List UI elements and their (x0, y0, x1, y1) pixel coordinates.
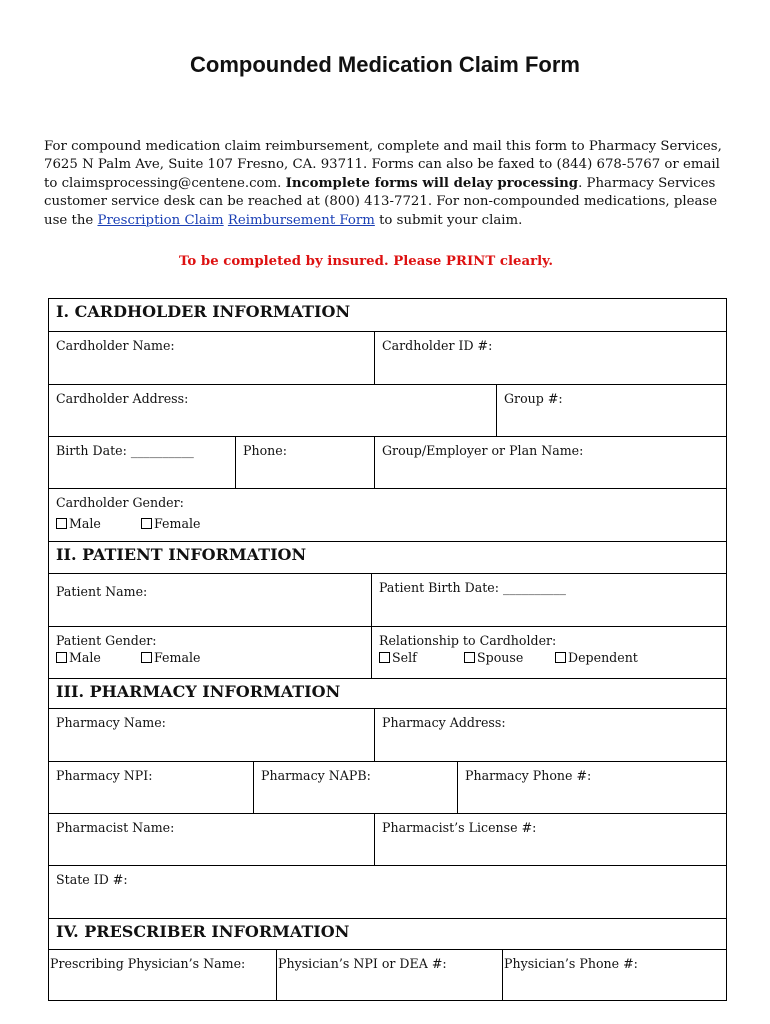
intro-bold-warning: Incomplete forms will delay processing (285, 175, 579, 191)
pharmacy-address-label: Pharmacy Address: (382, 715, 506, 730)
section-heading: III. PHARMACY INFORMATION (56, 682, 341, 701)
state-id-label: State ID #: (56, 872, 128, 887)
cardholder-gender-field (49, 489, 726, 541)
pharmacist-license-label: Pharmacist’s License #: (382, 820, 537, 835)
checkbox-icon[interactable] (379, 652, 390, 663)
pharmacy-address-field[interactable] (374, 709, 726, 761)
patient-section-header (49, 541, 726, 573)
pharmacist-name-label: Pharmacist Name: (56, 820, 175, 835)
pharmacy-phone-label: Pharmacy Phone #: (465, 768, 592, 783)
cardholder-gender-label: Cardholder Gender: (56, 495, 184, 510)
male-label: Male (69, 516, 101, 531)
birth-date-label: Birth Date: __________ (56, 443, 194, 458)
pharmacy-napb-label: Pharmacy NAPB: (261, 768, 371, 783)
claim-form-table (48, 298, 727, 1001)
phone-field[interactable] (235, 437, 374, 488)
cardholder-section-header (49, 299, 726, 331)
patient-birth-date-field[interactable] (371, 574, 726, 626)
female-label: Female (154, 516, 201, 531)
phone-label: Phone: (243, 443, 287, 458)
patient-male-option[interactable] (56, 650, 141, 665)
pharmacy-napb-field[interactable] (253, 762, 457, 813)
patient-gender-label: Patient Gender: (56, 633, 157, 648)
female-label: Female (154, 650, 201, 665)
cardholder-name-label: Cardholder Name: (56, 338, 175, 353)
intro-text-1: For compound medication claim reimbursement, complete and mail this form to Pharmacy Services, 7625 N Palm Ave, Suite 107 Fresno, CA. 93711. Forms can also be faxed to (844) 678-5767 or email to claimsprocessing@centene.com. (44, 139, 722, 191)
pharmacy-npi-label: Pharmacy NPI: (56, 768, 153, 783)
prescription-claim-link[interactable]: Prescription Claim (97, 212, 224, 228)
relationship-field (371, 627, 726, 678)
relationship-label: Relationship to Cardholder: (379, 633, 557, 648)
cardholder-id-field[interactable] (374, 332, 726, 384)
male-label: Male (69, 650, 101, 665)
self-label: Self (392, 650, 417, 665)
reimbursement-form-link[interactable]: Reimbursement Form (227, 212, 375, 228)
plan-name-label: Group/Employer or Plan Name: (382, 443, 584, 458)
cardholder-male-option[interactable] (56, 516, 141, 531)
checkbox-icon[interactable] (56, 652, 67, 663)
state-id-field[interactable] (49, 866, 726, 918)
checkbox-icon[interactable] (555, 652, 566, 663)
prescriber-section-header (49, 918, 726, 949)
patient-name-label: Patient Name: (56, 584, 148, 599)
form-title: Compounded Medication Claim Form (190, 52, 580, 77)
intro-text-3: to submit your claim. (374, 212, 523, 228)
cardholder-id-label: Cardholder ID #: (382, 338, 493, 353)
prescriber-name-field[interactable] (49, 950, 276, 1000)
pharmacy-name-field[interactable] (49, 709, 374, 761)
plan-name-field[interactable] (374, 437, 726, 488)
cardholder-address-label: Cardholder Address: (56, 391, 189, 406)
checkbox-icon[interactable] (56, 518, 67, 529)
group-number-field[interactable] (496, 385, 726, 436)
section-heading: I. CARDHOLDER INFORMATION (56, 302, 351, 321)
prescriber-npi-field[interactable] (276, 950, 502, 1000)
pharmacist-license-field[interactable] (374, 814, 726, 865)
patient-female-option[interactable] (141, 650, 200, 665)
cardholder-address-field[interactable] (49, 385, 496, 436)
self-option[interactable] (379, 650, 464, 665)
dependent-label: Dependent (568, 650, 638, 665)
cardholder-female-option[interactable] (141, 516, 200, 531)
pharmacy-npi-field[interactable] (49, 762, 253, 813)
prescriber-name-label: Prescribing Physician’s Name: (50, 956, 246, 971)
checkbox-icon[interactable] (464, 652, 475, 663)
spouse-label: Spouse (477, 650, 524, 665)
checkbox-icon[interactable] (141, 652, 152, 663)
pharmacist-name-field[interactable] (49, 814, 374, 865)
group-number-label: Group #: (504, 391, 563, 406)
print-notice: To be completed by insured. Please PRINT clearly. (179, 254, 553, 269)
patient-name-field[interactable] (49, 574, 371, 626)
prescriber-npi-label: Physician’s NPI or DEA #: (278, 956, 447, 971)
intro-text-2: . Pharmacy Services customer service desk can be reached at (800) 413-7721. For non-compounded medications, please use the (44, 175, 718, 228)
spouse-option[interactable] (464, 650, 555, 665)
birth-date-field[interactable] (49, 437, 235, 488)
checkbox-icon[interactable] (141, 518, 152, 529)
intro-paragraph (44, 138, 734, 230)
pharmacy-name-label: Pharmacy Name: (56, 715, 166, 730)
pharmacy-section-header (49, 678, 726, 708)
section-heading: II. PATIENT INFORMATION (56, 545, 307, 564)
section-heading: IV. PRESCRIBER INFORMATION (56, 922, 350, 941)
cardholder-name-field[interactable] (49, 332, 374, 384)
patient-birth-date-label: Patient Birth Date: __________ (379, 580, 566, 595)
dependent-option[interactable] (555, 650, 638, 665)
patient-gender-field (49, 627, 371, 678)
prescriber-phone-field[interactable] (502, 950, 726, 1000)
prescriber-phone-label: Physician’s Phone #: (504, 956, 638, 971)
pharmacy-phone-field[interactable] (457, 762, 726, 813)
